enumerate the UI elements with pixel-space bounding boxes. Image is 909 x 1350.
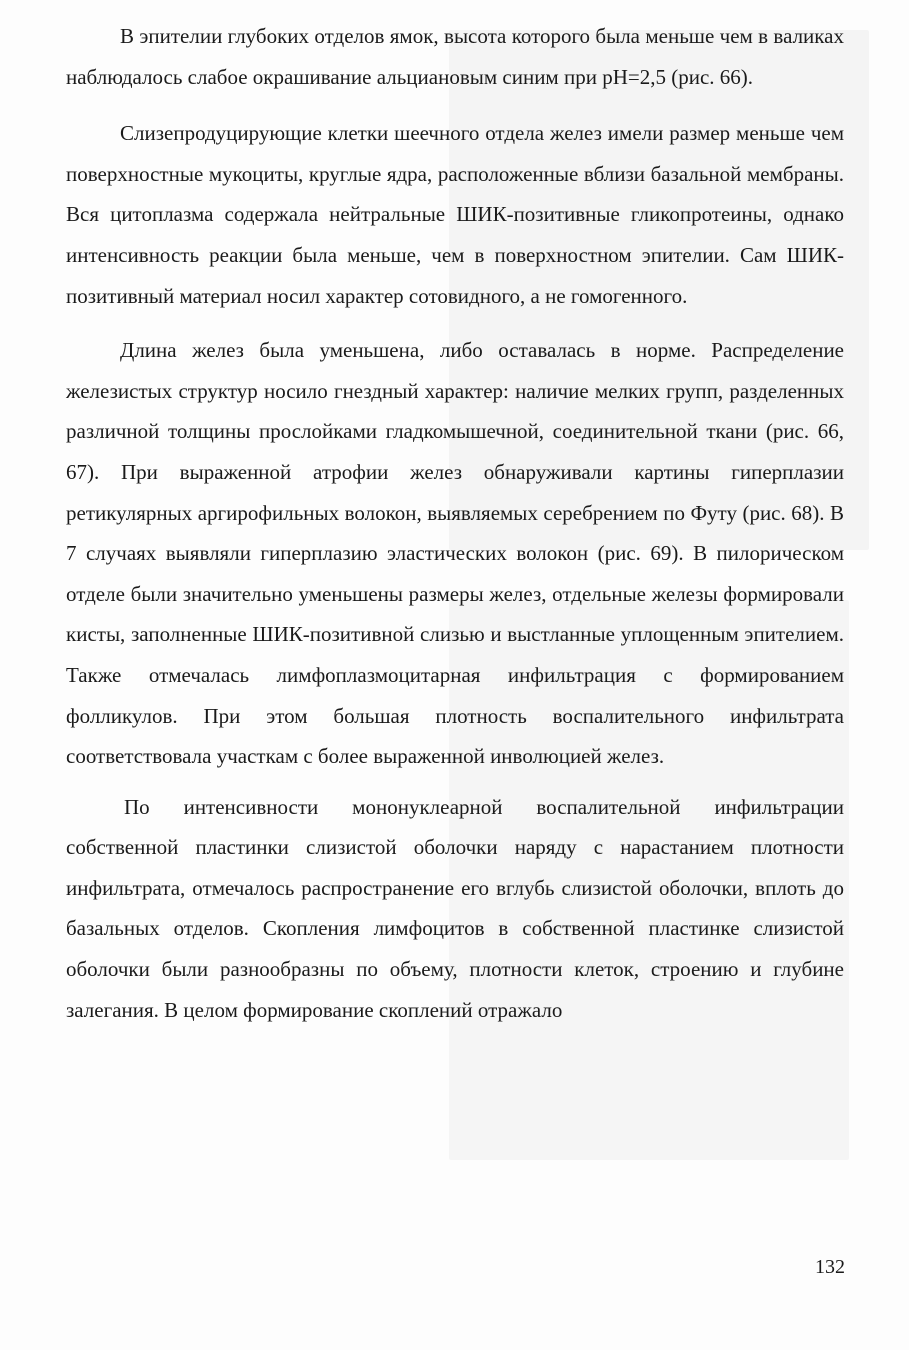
body-text [66, 16, 844, 1030]
paragraph: Длина желез была уменьшена, либо оставалась в норме. Распределение железистых структур носило гнездный характер: наличие мелких групп, разделенных различной толщины прослойками гладкомышечной, соединительной ткани (рис. 66, 67). При выраженной атрофии желез обнаруживали картины гиперплазии ретикулярных аргирофильных волокон, выявляемых серебрением по Футу (рис. 68). В 7 случаях выявляли гиперплазию эластических волокон (рис. 69). В пилорическом отделе были значительно уменьшены размеры желез, отдельные железы формировали кисты, заполненные ШИК-позитивной слизью и выстланные уплощенным эпителием. Также отмечалась лимфоплазмоцитарная инфильтрация с формированием фолликулов. При этом большая плотность воспалительного инфильтрата соответствовала участкам с более выраженной инволюцией желез. [66, 338, 844, 769]
paragraph: По интенсивности мононуклеарной воспалительной инфильтрации собственной пластинки слизистой оболочки наряду с нарастанием плотности инфильтрата, отмечалось распространение его вглубь слизистой оболочки, вплоть до базальных отделов. Скопления лимфоцитов в собственной пластинке слизистой оболочки были разнообразны по объему, плотности клеток, строению и глубине залегания. В целом формирование скоплений отражало [66, 794, 844, 1022]
paragraph: Слизепродуцирующие клетки шеечного отдела желез имели размер меньше чем поверхностные мукоциты, круглые ядра, расположенные вблизи базальной мембраны. Вся цитоплазма содержала нейтральные ШИК-позитивные гликопротеины, однако интенсивность реакции была меньше, чем в поверхностном эпителии. Сам ШИК-позитивный материал носил характер сотовидного, а не гомогенного. [66, 121, 844, 308]
paragraph: В эпителии глубоких отделов ямок, высота которого была меньше чем в валиках наблюдалось слабое окрашивание альциановым синим при pH=2,5 (рис. 66). [66, 24, 844, 89]
page-number: 132 [815, 1256, 845, 1278]
